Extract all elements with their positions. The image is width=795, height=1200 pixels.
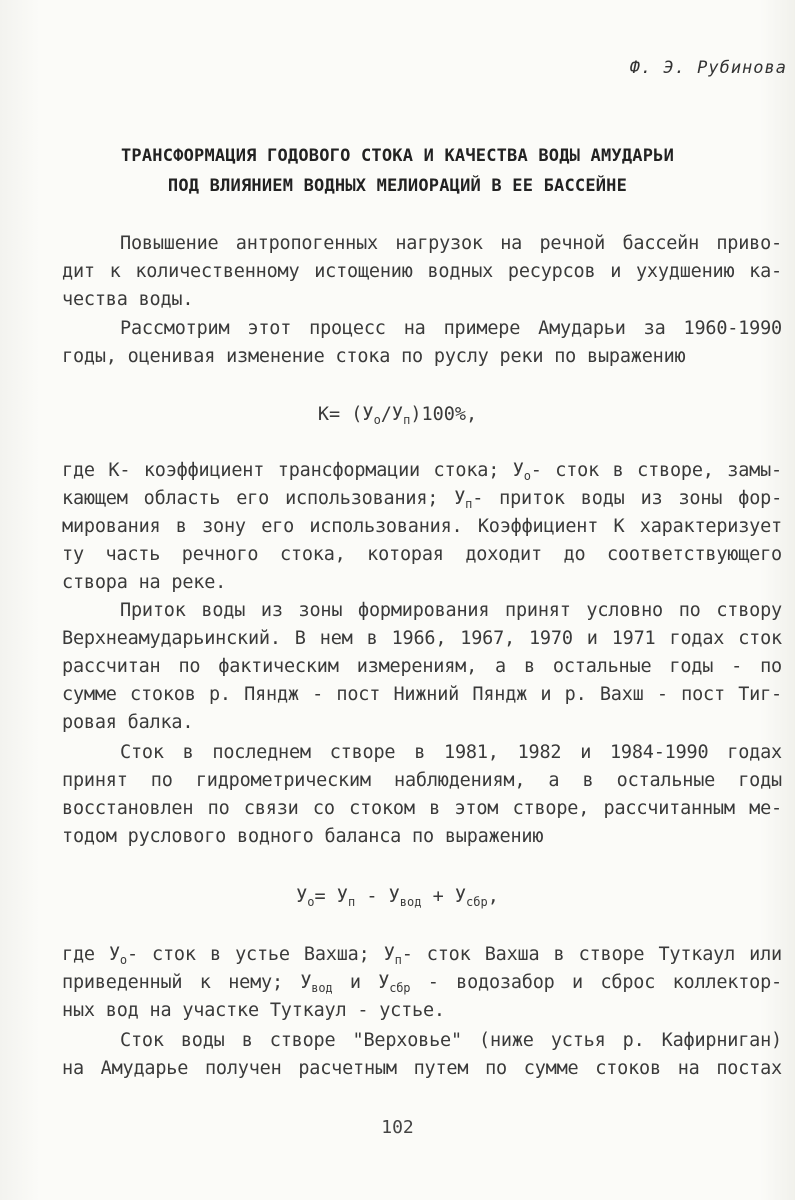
paragraph-3-line-3: мирования в зону его использования. Коэффициент К характеризует xyxy=(62,516,782,537)
paragraph-3-line-1: где К- коэффициент трансформации стока; $У_о-$ сток в створе, замы- xyxy=(62,460,782,483)
paragraph-7-line-2: на Амударье получен расчетным путем по сумме стоков на постах xyxy=(62,1058,782,1079)
paragraph-4-line-2: Верхнеамударьинский. В нем в 1966, 1967, 1970 и 1971 годах сток xyxy=(62,628,782,649)
paragraph-4-line-1: Приток воды из зоны формирования принят условно по створу xyxy=(120,600,782,621)
paragraph-6-line-3: ных вод на участке Туткаул - устье. xyxy=(62,1000,445,1021)
paragraph-5-line-3: восстановлен по связи со стоком в этом створе, рассчитанным ме- xyxy=(62,798,782,819)
paragraph-6-line-1: где $У_о-$ сток в устье Вахша; $У_п-$ сток Вахша в створе Туткаул или xyxy=(62,944,782,967)
article-title-line-1: ТРАНСФОРМАЦИЯ ГОДОВОГО СТОКА И КАЧЕСТВА ВОДЫ АМУДАРЬИ xyxy=(120,146,675,166)
paragraph-1-line-3: чества воды. xyxy=(62,289,194,310)
paragraph-1-line-1: Повышение антропогенных нагрузок на речной бассейн приво- xyxy=(120,233,782,254)
paragraph-5-line-2: принят по гидрометрическим наблюдениям, а в остальные годы xyxy=(62,770,782,791)
paragraph-5-line-1: Сток в последнем створе в 1981, 1982 и 1984-1990 годах xyxy=(120,742,782,763)
formula-transformation-coefficient: $К= (У_о/У_п)100\%$, xyxy=(317,404,478,427)
paragraph-4-line-4: сумме стоков р. Пяндж - пост Нижний Пяндж и р. Вахш - пост Тиг- xyxy=(62,684,782,705)
formula-water-balance: $У_о= У_п - У_{вод} + У_{сбр}$, xyxy=(296,886,499,909)
article-title-line-2: ПОД ВЛИЯНИЕМ ВОДНЫХ МЕЛИОРАЦИЙ В ЕЕ БАССЕЙНЕ xyxy=(167,176,628,196)
author-name: Ф. Э. Рубинова xyxy=(629,58,787,78)
paragraph-3-line-5: створа на реке. xyxy=(62,572,227,593)
paragraph-2-line-2: годы, оценивая изменение стока по руслу реки по выражению xyxy=(62,346,686,367)
page-number: 102 xyxy=(381,1117,414,1138)
paragraph-7-line-1: Сток воды в створе "Верховье" (ниже устья р. Кафирниган) xyxy=(120,1030,782,1051)
paragraph-4-line-5: ровая балка. xyxy=(62,712,194,733)
paragraph-5-line-4: тодом руслового водного баланса по выражению xyxy=(62,826,544,847)
paragraph-3-line-2: кающем область его использования; $У_п-$ приток воды из зоны фор- xyxy=(62,488,782,511)
paragraph-4-line-3: рассчитан по фактическим измерениям, а в остальные годы - по xyxy=(62,656,782,677)
paragraph-3-line-4: ту часть речного стока, которая доходит до соответствующего xyxy=(62,544,782,565)
paragraph-1-line-2: дит к количественному истощению водных ресурсов и ухудшению ка- xyxy=(62,261,782,282)
paragraph-6-line-2: приведенный к нему; $У_{вод}$ и $У_{сбр}$ - водозабор и сброс коллектор- xyxy=(62,972,782,995)
paragraph-2-line-1: Рассмотрим этот процесс на примере Амударьи за 1960-1990 xyxy=(120,318,782,339)
